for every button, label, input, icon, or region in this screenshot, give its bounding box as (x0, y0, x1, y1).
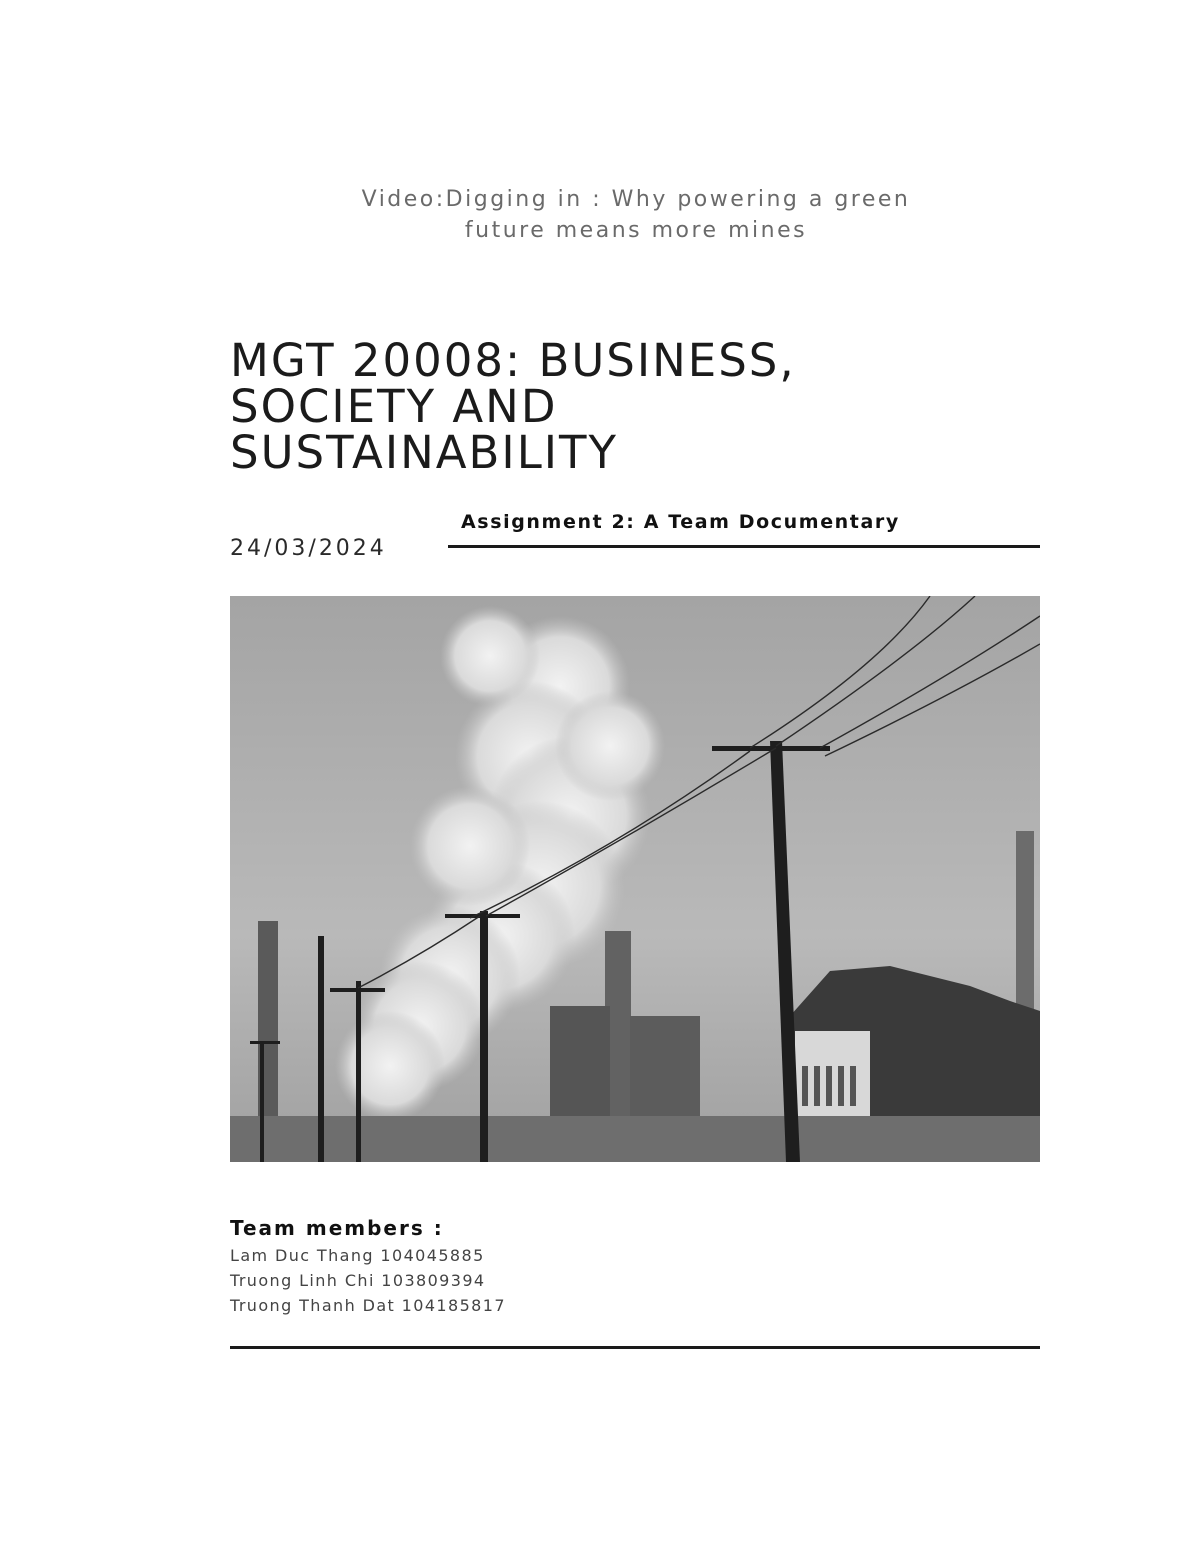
course-title (230, 334, 1050, 479)
team-member: Lam Duc Thang 104045885 (230, 1246, 485, 1265)
team-members-label: Team members : (230, 1216, 444, 1240)
submission-date: 24/03/2024 (230, 536, 387, 561)
course-title-line-2: SOCIETY AND (230, 380, 558, 433)
team-member: Truong Thanh Dat 104185817 (230, 1296, 506, 1315)
course-title-line-1: MGT 20008: BUSINESS, (230, 334, 796, 387)
divider-top (448, 545, 1040, 548)
industrial-smokestacks-photo (230, 596, 1040, 1162)
assignment-title: Assignment 2: A Team Documentary (461, 511, 900, 533)
team-member: Truong Linh Chi 103809394 (230, 1271, 486, 1290)
divider-bottom (230, 1346, 1040, 1349)
course-title-line-3: SUSTAINABILITY (230, 426, 619, 479)
video-title (300, 184, 972, 246)
cover-photo (230, 596, 1040, 1162)
video-title-line-1: Video:Digging in : Why powering a green (361, 187, 911, 212)
video-title-line-2: future means more mines (464, 218, 808, 243)
